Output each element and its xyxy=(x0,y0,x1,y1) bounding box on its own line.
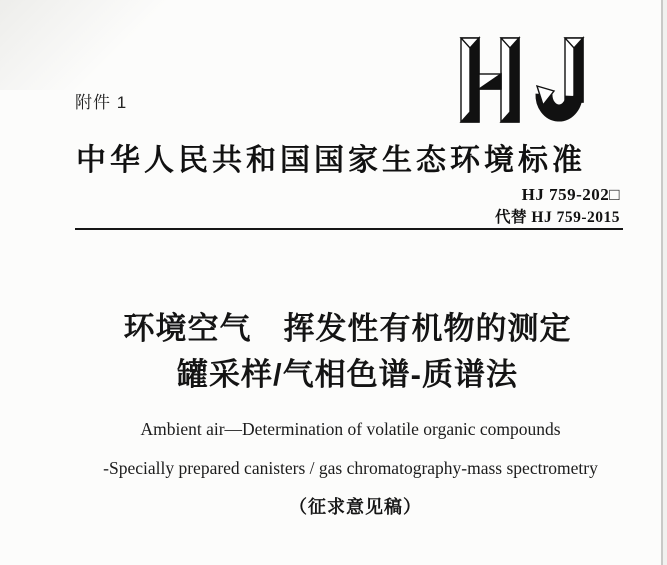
hj-logo xyxy=(459,36,591,126)
national-standard-heading: 中华人民共和国国家生态环境标准 xyxy=(76,144,586,177)
scan-page-edge-line xyxy=(661,0,663,565)
header-divider xyxy=(75,228,623,230)
hj-logo-icon xyxy=(459,36,591,126)
attachment-label: 附件 1 xyxy=(75,93,128,112)
scan-shading xyxy=(0,0,220,90)
title-english-line1: Ambient air—Determination of volatile organic compounds xyxy=(140,419,561,439)
standard-number: HJ 759-202□ xyxy=(521,185,620,204)
replaces-standard-label: 代替 HJ 759-2015 xyxy=(495,209,620,226)
title-english-line2: -Specially prepared canisters / gas chromatography-mass spectrometry xyxy=(103,458,598,478)
title-chinese-line1: 环境空气 挥发性有机物的测定 xyxy=(123,311,572,346)
draft-for-comments-note: （征求意见稿） xyxy=(289,497,422,517)
title-chinese-line2: 罐采样/气相色谱-质谱法 xyxy=(177,357,518,392)
scan-page-margin xyxy=(663,0,667,565)
